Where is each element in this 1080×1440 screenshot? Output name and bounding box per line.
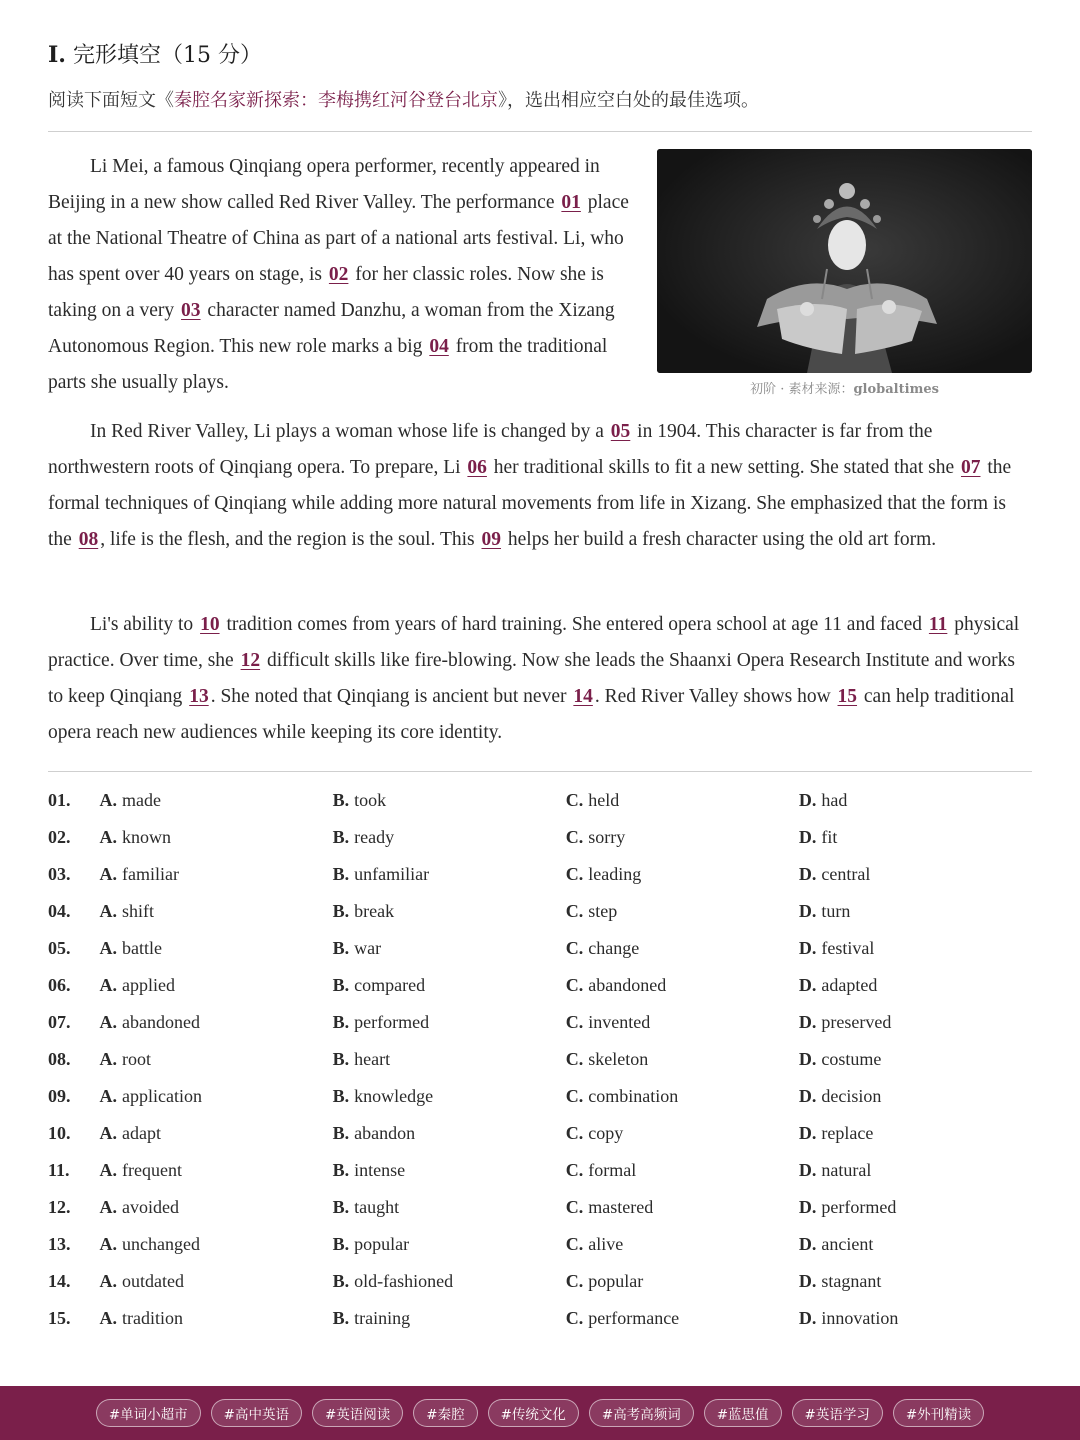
passage-text: , life is the flesh, and the region is the soul. This (100, 529, 480, 550)
option-letter: B. (332, 938, 350, 958)
instructions-prefix: 阅读下面短文《 (48, 90, 174, 111)
option-b (333, 901, 566, 922)
option-text: change (588, 938, 640, 958)
option-text: festival (821, 938, 875, 958)
divider-top (48, 131, 1032, 132)
option-text: taught (354, 1197, 400, 1217)
option-letter: A. (99, 901, 117, 921)
instructions (48, 86, 759, 112)
option-text: adapted (821, 975, 878, 995)
blank-02: 02 (328, 264, 349, 285)
option-text: copy (588, 1123, 624, 1143)
option-b (333, 1086, 566, 1107)
option-a (99, 938, 332, 959)
option-d (799, 864, 1032, 885)
option-row (48, 819, 1032, 856)
passage-text: . Red River Valley shows how (594, 686, 836, 707)
blank-06: 06 (467, 457, 487, 478)
option-c (566, 901, 799, 922)
option-text: ancient (821, 1234, 874, 1254)
option-d (799, 1123, 1032, 1144)
option-text: stagnant (821, 1271, 882, 1291)
option-a (99, 1308, 332, 1329)
option-letter: D. (798, 864, 817, 884)
option-text: break (354, 901, 395, 921)
question-number: 03. (48, 864, 71, 884)
option-a (99, 1123, 332, 1144)
question-number: 14. (48, 1271, 71, 1291)
option-letter: A. (99, 827, 117, 847)
option-a (99, 901, 332, 922)
option-d (799, 827, 1032, 848)
photo-caption (657, 378, 1032, 397)
caption-source: globaltimes (853, 382, 939, 397)
question-number: 12. (48, 1197, 71, 1217)
option-text: made (121, 790, 161, 810)
instructions-suffix: 》，选出相应空白处的最佳选项。 (498, 90, 759, 111)
option-d (799, 901, 1032, 922)
question-number: 04. (48, 901, 71, 921)
option-letter: D. (798, 1308, 817, 1328)
passage-text: the formal techniques of Qinqiang while adding more natural movements from life in Xizang. She emphasized that the form is the (48, 457, 1012, 550)
option-letter: D. (798, 1234, 817, 1254)
passage-paragraph-2 (48, 414, 1032, 558)
blank-04: 04 (429, 336, 449, 357)
option-text: abandon (354, 1123, 416, 1143)
option-text: outdated (121, 1271, 184, 1291)
option-letter: A. (99, 1123, 117, 1143)
option-letter: C. (565, 1308, 584, 1328)
option-a (99, 1160, 332, 1181)
passage-text: place at the National Theatre of China as part of a national arts festival. Li, who has spent over 40 years on stage, is (48, 192, 629, 285)
passage-text: for her classic roles. Now she is taking on a very (48, 264, 604, 321)
option-letter: C. (565, 1123, 584, 1143)
option-letter: D. (798, 938, 817, 958)
hashtag-pill[interactable]: #外刊精读 (893, 1399, 984, 1427)
blank-03: 03 (181, 300, 201, 321)
option-letter: A. (99, 790, 117, 810)
blank-14: 14 (573, 686, 593, 707)
option-letter: B. (332, 790, 350, 810)
option-text: replace (821, 1123, 874, 1143)
option-row (48, 856, 1032, 893)
hashtag-pill[interactable]: #英语阅读 (312, 1399, 403, 1427)
question-number: 13. (48, 1234, 71, 1254)
option-b (333, 1049, 566, 1070)
option-letter: A. (99, 1271, 117, 1291)
option-a (99, 790, 332, 811)
option-text: battle (121, 938, 162, 958)
option-row (48, 967, 1032, 1004)
blank-09: 09 (481, 529, 501, 550)
blank-08: 08 (78, 529, 99, 550)
question-number: 10. (48, 1123, 71, 1143)
passage-paragraph-3 (48, 607, 1032, 751)
option-d (799, 938, 1032, 959)
hashtag-pill[interactable]: #传统文化 (488, 1399, 579, 1427)
option-d (799, 1049, 1032, 1070)
option-text: preserved (821, 1012, 892, 1032)
option-letter: A. (99, 1049, 117, 1069)
option-letter: D. (798, 790, 817, 810)
option-letter: B. (332, 1234, 350, 1254)
option-c (566, 864, 799, 885)
option-b (333, 975, 566, 996)
option-letter: C. (565, 1271, 584, 1291)
blank-11: 11 (928, 614, 948, 635)
option-letter: D. (798, 1049, 817, 1069)
option-letter: B. (332, 1123, 350, 1143)
option-text: tradition (121, 1308, 183, 1328)
option-d (799, 975, 1032, 996)
option-letter: D. (798, 827, 817, 847)
option-letter: C. (565, 1012, 584, 1032)
option-c (566, 1160, 799, 1181)
option-row (48, 1078, 1032, 1115)
option-text: adapt (121, 1123, 161, 1143)
option-row (48, 1263, 1032, 1300)
option-letter: B. (332, 901, 350, 921)
question-number: 15. (48, 1308, 71, 1328)
passage-text: helps her build a fresh character using the old art form. (503, 529, 937, 550)
option-a (99, 864, 332, 885)
option-a (99, 975, 332, 996)
option-text: invented (588, 1012, 651, 1032)
option-a (99, 1086, 332, 1107)
passage-text: Li Mei, a famous Qinqiang opera performer, recently appeared in Beijing in a new show called Red River Valley. The performance (48, 156, 600, 213)
option-text: combination (588, 1086, 679, 1106)
passage-text: In Red River Valley, Li plays a woman whose life is changed by a (90, 421, 609, 442)
option-c (566, 1234, 799, 1255)
option-letter: D. (798, 1086, 817, 1106)
blank-07: 07 (960, 457, 981, 478)
option-b (333, 1271, 566, 1292)
option-text: innovation (821, 1308, 899, 1328)
option-text: old-fashioned (354, 1271, 454, 1291)
option-text: held (588, 790, 620, 810)
passage-text: tradition comes from years of hard training. She entered opera school at age 11 and faced (221, 614, 927, 635)
hashtag-pill[interactable]: #单词小超市 (96, 1399, 201, 1427)
option-c (566, 1197, 799, 1218)
option-letter: C. (565, 1049, 584, 1069)
option-letter: C. (565, 938, 584, 958)
option-d (799, 790, 1032, 811)
blank-05: 05 (610, 421, 631, 442)
option-letter: A. (99, 1160, 117, 1180)
option-letter: B. (332, 1086, 350, 1106)
option-text: ready (354, 827, 395, 847)
option-row (48, 1041, 1032, 1078)
option-text: skeleton (588, 1049, 649, 1069)
option-b (333, 864, 566, 885)
footer-tag-bar (0, 1386, 1080, 1440)
option-a (99, 1197, 332, 1218)
option-letter: B. (332, 1049, 350, 1069)
option-a (99, 1271, 332, 1292)
option-letter: B. (332, 864, 350, 884)
option-b (333, 1197, 566, 1218)
option-c (566, 1271, 799, 1292)
section-numeral: I. (48, 42, 66, 68)
option-letter: A. (99, 938, 117, 958)
option-letter: B. (332, 1271, 350, 1291)
passage-text: physical practice. Over time, she (48, 614, 1020, 671)
blank-01: 01 (561, 192, 581, 213)
option-d (799, 1271, 1032, 1292)
option-letter: A. (99, 864, 117, 884)
question-number: 05. (48, 938, 71, 958)
option-letter: C. (565, 1160, 584, 1180)
option-letter: B. (332, 1012, 350, 1032)
option-text: central (821, 864, 871, 884)
option-row (48, 930, 1032, 967)
option-letter: A. (99, 1012, 117, 1032)
option-text: heart (354, 1049, 391, 1069)
hashtag-pill[interactable]: #高考高频词 (589, 1399, 694, 1427)
option-row (48, 1300, 1032, 1337)
section-title-text: 完形填空（15 分） (72, 43, 262, 68)
option-text: leading (588, 864, 642, 884)
option-b (333, 827, 566, 848)
option-b (333, 1123, 566, 1144)
hashtag-pill[interactable]: #高中英语 (211, 1399, 302, 1427)
option-row (48, 893, 1032, 930)
option-text: avoided (121, 1197, 179, 1217)
option-letter: A. (99, 1086, 117, 1106)
option-letter: C. (565, 864, 584, 884)
blank-13: 13 (189, 686, 209, 707)
option-text: knowledge (354, 1086, 434, 1106)
question-number: 07. (48, 1012, 71, 1032)
hashtag-pill[interactable]: #蓝思值 (704, 1399, 782, 1427)
blank-15: 15 (837, 686, 858, 707)
option-letter: D. (798, 1197, 817, 1217)
option-letter: D. (798, 1160, 817, 1180)
option-text: root (121, 1049, 151, 1069)
option-a (99, 1234, 332, 1255)
option-text: frequent (121, 1160, 182, 1180)
option-b (333, 1234, 566, 1255)
option-text: shift (121, 901, 154, 921)
option-letter: A. (99, 975, 117, 995)
option-letter: B. (332, 975, 350, 995)
question-number: 08. (48, 1049, 71, 1069)
option-a (99, 827, 332, 848)
option-text: took (354, 790, 387, 810)
answer-options (48, 782, 1032, 1337)
passage-text: character named Danzhu, a woman from the Xizang Autonomous Region. This new role marks a big (48, 300, 615, 357)
option-a (99, 1049, 332, 1070)
option-c (566, 827, 799, 848)
option-text: familiar (121, 864, 179, 884)
option-row (48, 1152, 1032, 1189)
option-text: war (354, 938, 382, 958)
option-c (566, 975, 799, 996)
photo-illustration (657, 149, 1032, 373)
divider-options (48, 771, 1032, 772)
option-letter: C. (565, 1197, 584, 1217)
option-text: unchanged (121, 1234, 200, 1254)
option-row (48, 1226, 1032, 1263)
option-letter: A. (99, 1308, 117, 1328)
option-c (566, 1049, 799, 1070)
passage-paragraph-1 (48, 149, 638, 401)
option-text: performance (588, 1308, 680, 1328)
option-letter: A. (99, 1234, 117, 1254)
option-letter: D. (798, 975, 817, 995)
option-text: alive (588, 1234, 624, 1254)
option-text: abandoned (588, 975, 667, 995)
option-b (333, 790, 566, 811)
option-letter: C. (565, 827, 584, 847)
option-d (799, 1160, 1032, 1181)
option-d (799, 1086, 1032, 1107)
option-text: performed (354, 1012, 430, 1032)
option-letter: D. (798, 1012, 817, 1032)
option-letter: D. (798, 901, 817, 921)
option-letter: A. (99, 1197, 117, 1217)
passage-text: from the traditional parts she usually plays. (48, 336, 608, 393)
option-letter: B. (332, 1197, 350, 1217)
passage-text: difficult skills like fire-blowing. Now she leads the Shaanxi Opera Research Institute and works to keep Qinqiang (48, 650, 1016, 707)
option-c (566, 1123, 799, 1144)
option-letter: D. (798, 1271, 817, 1291)
option-letter: C. (565, 1234, 584, 1254)
option-text: sorry (588, 827, 626, 847)
option-b (333, 1012, 566, 1033)
option-c (566, 790, 799, 811)
option-row (48, 1004, 1032, 1041)
question-number: 06. (48, 975, 71, 995)
blank-10: 10 (200, 614, 220, 635)
option-row (48, 1189, 1032, 1226)
option-text: decision (821, 1086, 882, 1106)
option-a (99, 1012, 332, 1033)
question-number: 11. (48, 1160, 70, 1180)
option-text: compared (354, 975, 426, 995)
option-c (566, 1086, 799, 1107)
section-title (48, 38, 262, 69)
question-number: 09. (48, 1086, 71, 1106)
option-text: fit (821, 827, 838, 847)
option-c (566, 1012, 799, 1033)
option-text: application (121, 1086, 202, 1106)
opera-performer-photo (657, 149, 1032, 373)
passage-text: her traditional skills to fit a new setting. She stated that she (488, 457, 959, 478)
option-text: popular (354, 1234, 410, 1254)
question-number: 01. (48, 790, 71, 810)
option-text: performed (821, 1197, 897, 1217)
option-letter: C. (565, 975, 584, 995)
option-text: natural (821, 1160, 872, 1180)
option-text: turn (821, 901, 851, 921)
option-text: step (588, 901, 618, 921)
option-d (799, 1234, 1032, 1255)
option-letter: D. (798, 1123, 817, 1143)
hashtag-pill[interactable]: #英语学习 (792, 1399, 883, 1427)
option-b (333, 938, 566, 959)
option-letter: C. (565, 901, 584, 921)
option-text: intense (354, 1160, 406, 1180)
question-number: 02. (48, 827, 71, 847)
option-text: unfamiliar (354, 864, 430, 884)
caption-prefix: 初阶 · 素材来源： (750, 382, 854, 397)
passage-text: can help traditional opera reach new audiences while keeping its core identity. (48, 686, 1015, 743)
option-d (799, 1308, 1032, 1329)
option-text: formal (588, 1160, 637, 1180)
option-text: had (821, 790, 848, 810)
option-text: applied (121, 975, 175, 995)
option-c (566, 938, 799, 959)
passage-text: in 1904. This character is far from the northwestern roots of Qinqiang opera. To prepare, Li (48, 421, 933, 478)
option-d (799, 1197, 1032, 1218)
option-row (48, 1115, 1032, 1152)
hashtag-pill[interactable]: #秦腔 (413, 1399, 477, 1427)
option-text: mastered (588, 1197, 654, 1217)
option-letter: B. (332, 1160, 350, 1180)
option-c (566, 1308, 799, 1329)
option-b (333, 1160, 566, 1181)
article-title: 秦腔名家新探索：李梅携红河谷登台北京 (174, 90, 498, 111)
option-letter: B. (332, 1308, 350, 1328)
option-row (48, 782, 1032, 819)
option-text: popular (588, 1271, 644, 1291)
option-text: abandoned (121, 1012, 200, 1032)
option-text: costume (821, 1049, 882, 1069)
option-letter: C. (565, 790, 584, 810)
option-d (799, 1012, 1032, 1033)
blank-12: 12 (240, 650, 261, 671)
option-letter: C. (565, 1086, 584, 1106)
option-letter: B. (332, 827, 350, 847)
option-text: training (354, 1308, 411, 1328)
option-b (333, 1308, 566, 1329)
option-text: known (121, 827, 171, 847)
passage-text: Li's ability to (90, 614, 199, 635)
passage-text: . She noted that Qinqiang is ancient but never (210, 686, 572, 707)
